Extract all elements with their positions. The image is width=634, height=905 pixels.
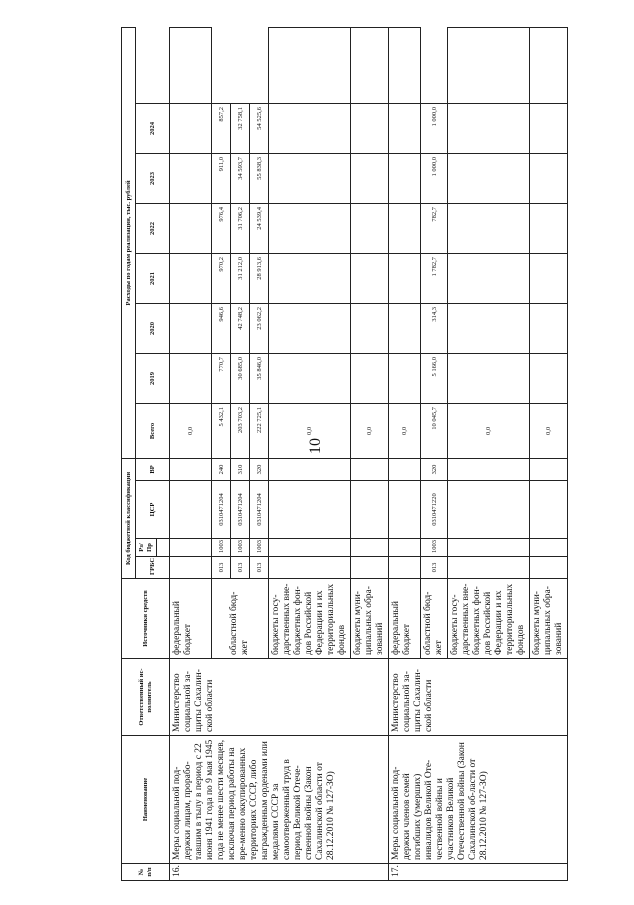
header-code-group: Код бюджетной классификации <box>122 458 136 578</box>
value-2020: 23 062,2 <box>250 303 269 353</box>
item-executor: Министерство социальной за-щиты Сахалин-ской области <box>170 659 389 736</box>
csr-value: 0310471204 <box>250 481 269 539</box>
total-value: 203 703,2 <box>231 403 250 458</box>
value-2021: 970,2 <box>212 253 231 303</box>
value-2020: 946,6 <box>212 303 231 353</box>
value-2019: 770,7 <box>212 353 231 403</box>
table-container <box>121 28 564 881</box>
vr-value: 240 <box>212 458 231 480</box>
total-value: 0,0 <box>448 403 530 458</box>
item-executor: Министерство социальной за-щиты Сахалин-ской области <box>389 659 568 736</box>
rz-pr-value: 1003 <box>250 539 269 557</box>
rotated-table-frame <box>121 28 564 881</box>
csr-value: 0310471204 <box>212 481 231 539</box>
total-value: 0,0 <box>269 403 351 458</box>
value-2019: 30 685,0 <box>231 353 250 403</box>
total-value: 0,0 <box>530 403 568 458</box>
source-municipal: бюджеты муни-ципальных обра-зований <box>351 579 389 659</box>
value-2023: 1 000,0 <box>421 153 448 203</box>
value-2020: 42 748,2 <box>231 303 250 353</box>
value-2023: 55 838,3 <box>250 153 269 203</box>
header-total: Всего <box>136 403 170 458</box>
budget-table <box>121 27 568 881</box>
header-rz-pr: Рз/ Пр <box>136 539 157 557</box>
grbs-value: 013 <box>231 557 250 579</box>
value-2020: 314,3 <box>421 303 448 353</box>
value-2024: 1 000,0 <box>421 103 448 153</box>
header-2021: 2021 <box>136 253 170 303</box>
source-regional: областной бюд-жет <box>212 579 269 659</box>
header-2020: 2020 <box>136 303 170 353</box>
vr-value: 320 <box>421 458 448 480</box>
value-2024: 54 525,6 <box>250 103 269 153</box>
vr-value: 320 <box>250 458 269 480</box>
csr-value: 0310471220 <box>421 481 448 539</box>
rz-pr-value: 1003 <box>231 539 250 557</box>
item-number: 17. <box>389 864 568 881</box>
value-2019: 35 846,0 <box>250 353 269 403</box>
source-extrabudgetary-funds: бюджеты госу-дарственных вне-бюджетных фон-дов Российской Федерации и их территориальных фондов <box>269 579 351 659</box>
value-2022: 31 706,2 <box>231 203 250 253</box>
grbs-value: 013 <box>212 557 231 579</box>
grbs-value: 013 <box>250 557 269 579</box>
total-value: 0,0 <box>351 403 389 458</box>
total-value: 10 045,7 <box>421 403 448 458</box>
header-source: Источники средств <box>122 579 170 659</box>
total-value: 0,0 <box>170 403 212 458</box>
value-2021: 31 212,0 <box>231 253 250 303</box>
header-name: Наименование <box>122 736 170 864</box>
total-value: 5 432,1 <box>212 403 231 458</box>
header-2019: 2019 <box>136 353 170 403</box>
value-2022: 782,7 <box>421 203 448 253</box>
vr-value: 310 <box>231 458 250 480</box>
item-name: Меры социальной под-держки членов семей погибших (умерших) инвалидов Великой Оте-чественной войны и участников Великой Отечественной войны (Закон Сахалинской об-ласти от 28.12.2010 № 127-ЗО) <box>389 736 568 864</box>
header-csr: ЦСР <box>136 481 170 539</box>
header-vr: ВР <box>136 458 170 480</box>
header-grbs: ГРБС <box>136 557 170 579</box>
source-federal: федеральный бюджет <box>389 579 421 659</box>
value-2021: 1 782,7 <box>421 253 448 303</box>
header-expenses-group: Расходы по годам реализации, тыс. рублей <box>122 27 136 458</box>
header-num: № п/п <box>122 864 170 881</box>
header-2022: 2022 <box>136 203 170 253</box>
total-value: 222 725,1 <box>250 403 269 458</box>
header-executor: Ответственный ис-полнитель <box>122 659 170 736</box>
header-2024: 2024 <box>136 103 170 153</box>
value-2021: 28 913,6 <box>250 253 269 303</box>
source-extrabudgetary-funds: бюджеты госу-дарственных вне-бюджетных фон-дов Российской Федерации и их территориальных фондов <box>448 579 530 659</box>
source-regional: областной бюд-жет <box>421 579 448 659</box>
header-rz-pr-spacer <box>157 539 170 557</box>
value-2024: 857,2 <box>212 103 231 153</box>
value-2019: 5 166,0 <box>421 353 448 403</box>
source-municipal: бюджеты муни-ципальных обра-зований <box>530 579 568 659</box>
value-2024: 32 758,1 <box>231 103 250 153</box>
item-number: 16. <box>170 864 389 881</box>
rz-pr-value: 1003 <box>212 539 231 557</box>
value-2023: 34 593,7 <box>231 153 250 203</box>
rz-pr-value: 1003 <box>421 539 448 557</box>
page-number: 10 <box>307 438 324 454</box>
source-federal: федеральный бюджет <box>170 579 212 659</box>
grbs-value: 013 <box>421 557 448 579</box>
value-2023: 911,0 <box>212 153 231 203</box>
total-value: 0,0 <box>389 403 421 458</box>
value-2022: 24 539,4 <box>250 203 269 253</box>
csr-value: 0310471204 <box>231 481 250 539</box>
header-2023: 2023 <box>136 153 170 203</box>
item-name: Меры социальной под-держки лицам, прорабо-тавшим в тылу в период с 22 июня 1941 года по 9 мая 1945 года не менее шести месяцев, исключая период работы на вре-менно оккупированных территориях СССР, либо награжденным орденами или медалями СССР за самоотверженный труд в период Великой Отече-ственной войны (Закон Сахалинской области от 28.12.2010 № 127-ЗО) <box>170 736 389 864</box>
value-2022: 976,4 <box>212 203 231 253</box>
